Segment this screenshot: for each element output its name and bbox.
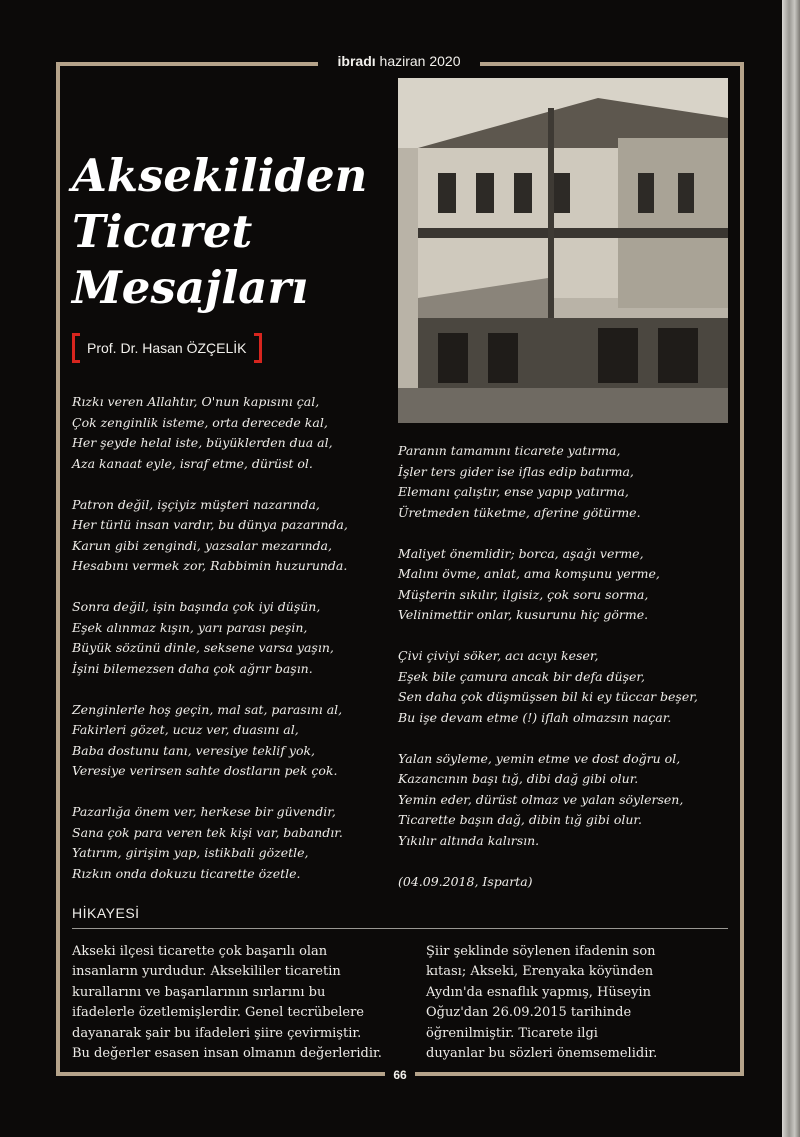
poem-right-column <box>398 441 698 892</box>
poem-line: Sen daha çok düşmüşsen bil ki ey tüccar beşer, <box>398 689 698 704</box>
poem-line: Baba dostunu tanı, veresiye teklif yok, <box>72 742 316 758</box>
running-header <box>318 50 480 72</box>
title-line: Ticaret <box>72 205 253 258</box>
poem-line: Yıkılır altında kalırsın. <box>398 832 540 848</box>
poem-line: Pazarlığa önem ver, herkese bir güvendir, <box>72 804 336 819</box>
poem-date-place: (04.09.2018, Isparta) <box>398 873 533 889</box>
story-line: Aydın'da esnaflık yapmış, Hüseyin <box>426 984 651 1000</box>
poem-line: Müşterin sıkılır, ilgisiz, çok soru sorma, <box>398 586 649 602</box>
photo-illustration <box>398 78 728 423</box>
poem-line: Maliyet önemlidir; borca, aşağı verme, <box>398 545 644 561</box>
poem-stanza <box>72 802 348 884</box>
story-line: insanların yurdudur. Aksekililer ticaretin <box>72 964 341 980</box>
article-title <box>72 148 382 316</box>
title-line: Mesajları <box>72 261 309 314</box>
poem-line: Rızkı veren Allahtır, O'nun kapısını çal, <box>72 394 320 409</box>
story-line: Bu değerler esasen insan olmanın değerleridir. <box>72 1046 382 1062</box>
adjacent-page-edge <box>782 0 800 1137</box>
poem-stanza <box>72 700 348 782</box>
poem-line: Yemin eder, dürüst olmaz ve yalan söylersen, <box>398 791 684 807</box>
poem-line: Elemanı çalıştır, ense yapıp yatırma, <box>398 484 629 499</box>
poem-line: Hesabını vermek zor, Rabbimin huzurunda. <box>72 558 348 573</box>
poem-line: Fakirleri gözet, ucuz ver, duasını al, <box>72 722 299 737</box>
title-line: Aksekiliden <box>72 149 368 202</box>
poem-line: Karun gibi zengindi, yazsalar mezarında, <box>72 537 332 553</box>
story-left-column <box>72 942 382 1064</box>
historic-building-photo <box>398 78 728 423</box>
poem-stanza <box>72 392 348 474</box>
story-line: öğrenilmiştir. Ticarete ilgi <box>426 1025 598 1041</box>
poem-line: Malını övme, anlat, ama komşunu yerme, <box>398 566 660 581</box>
divider <box>72 928 728 929</box>
poem-line: Rızkın onda dokuzu ticarette özetle. <box>72 865 301 881</box>
story-line: dayanarak şair bu ifadeleri şiire çevirmiştir. <box>72 1025 362 1041</box>
poem-line: Bu işe devam etme (!) iflah olmazsın naçar. <box>398 709 672 725</box>
story-line: duyanlar bu sözleri önemsemelidir. <box>426 1046 658 1062</box>
issue-date: haziran 2020 <box>379 53 461 69</box>
right-bracket-icon <box>254 333 262 363</box>
story-line: kıtası; Akseki, Erenyaka köyünden <box>426 964 654 980</box>
story-line: ifadelerle özetlemişlerdir. Genel tecrübelere <box>72 1005 364 1021</box>
poem-line: Aza kanaat eyle, israf etme, dürüst ol. <box>72 455 313 471</box>
poem-line: Sana çok para veren tek kişi var, babandır. <box>72 824 343 840</box>
poem-stanza <box>398 749 698 852</box>
magazine-brand: ibradı <box>337 53 376 69</box>
poem-line: Eşek bile çamura ancak bir defa düşer, <box>398 668 645 684</box>
author-name: Prof. Dr. Hasan ÖZÇELİK <box>87 340 247 356</box>
poem-line: Yalan söyleme, yemin etme ve dost doğru ol, <box>398 750 681 766</box>
story-line: kurallarını ve başarılarının sırlarını bu <box>72 984 326 1000</box>
poem-line: İşini bilemezsen daha çok ağrır başın. <box>72 660 313 676</box>
poem-line: Ticarette başın dağ, dibin tığ gibi olur. <box>398 812 643 827</box>
poem-line: Zenginlerle hoş geçin, mal sat, parasını al, <box>72 701 343 717</box>
story-line: Şiir şeklinde söylenen ifadenin son <box>426 944 656 959</box>
poem-line: Kazancının başı tığ, dibi dağ gibi olur. <box>398 771 639 786</box>
poem-line: Velinimettir onlar, kusurunu hiç görme. <box>398 607 649 622</box>
poem-stanza <box>398 441 698 523</box>
poem-stanza <box>398 646 698 728</box>
left-bracket-icon <box>72 333 80 363</box>
poem-line: Sonra değil, işin başında çok iyi düşün, <box>72 599 321 614</box>
poem-line: Çivi çiviyi söker, acı acıyı keser, <box>398 648 599 663</box>
poem-line: İşler ters gider ise iflas edip batırma, <box>398 463 634 479</box>
poem-line: Üretmeden tüketme, aferine götürme. <box>398 504 641 520</box>
story-line: Akseki ilçesi ticarette çok başarılı olan <box>72 944 328 959</box>
story-line: Oğuz'dan 26.09.2015 tarihinde <box>426 1005 632 1021</box>
poem-line: Yatırım, girişim yap, istikbali gözetle, <box>72 845 309 860</box>
poem-line: Veresiye verirsen sahte dostların pek çok. <box>72 763 338 778</box>
poem-line: Patron değil, işçiyiz müşteri nazarında, <box>72 496 320 512</box>
author-byline <box>72 331 262 365</box>
poem-stanza <box>72 597 348 679</box>
story-heading: HİKAYESİ <box>72 905 140 921</box>
poem-line: Her türlü insan vardır, bu dünya pazarında, <box>72 517 348 532</box>
poem-line: Her şeyde helal iste, büyüklerden dua al, <box>72 435 333 450</box>
poem-line: Çok zenginlik isteme, orta derecede kal, <box>72 414 328 430</box>
page-number: 66 <box>385 1066 415 1084</box>
poem-stanza <box>72 495 348 577</box>
story-right-column <box>426 942 657 1064</box>
poem-line: Büyük sözünü dinle, seksene varsa yaşın, <box>72 640 334 655</box>
poem-left-column <box>72 392 348 884</box>
poem-line: Eşek alınmaz kışın, yarı parası peşin, <box>72 619 308 635</box>
poem-stanza <box>398 544 698 626</box>
poem-line: Paranın tamamını ticarete yatırma, <box>398 443 621 458</box>
